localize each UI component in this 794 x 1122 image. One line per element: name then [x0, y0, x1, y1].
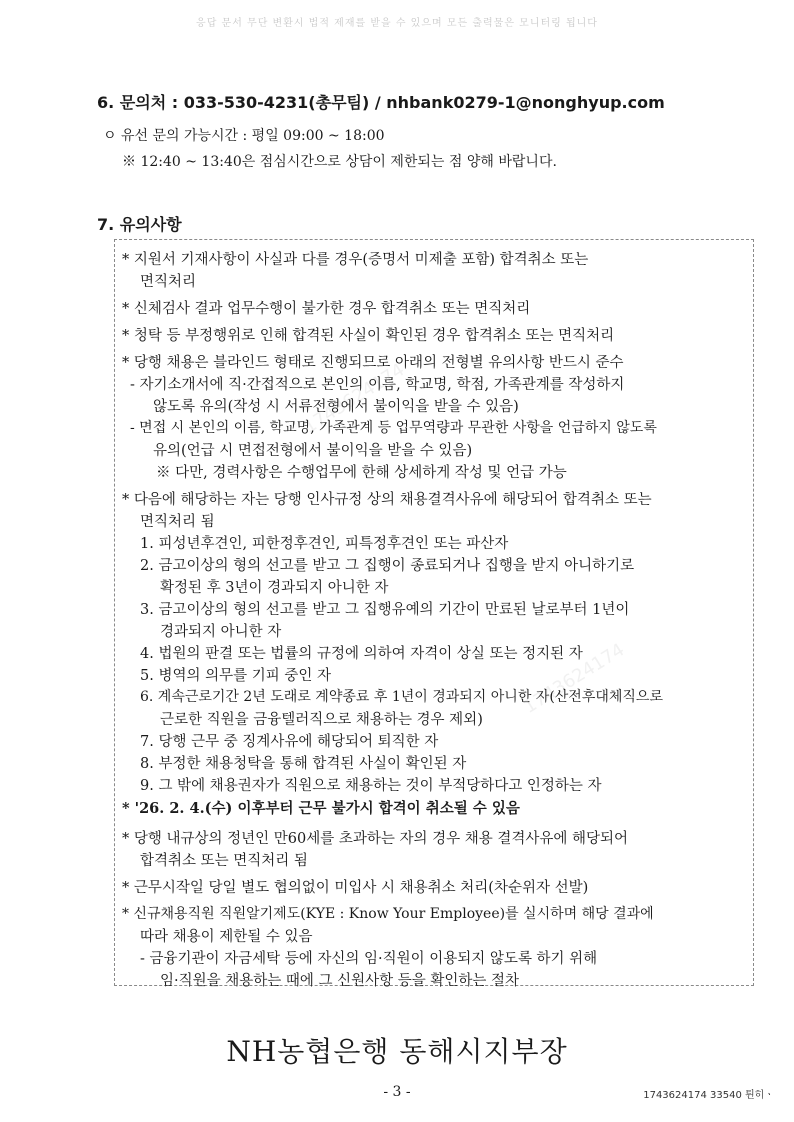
caution-line: 6. 계속근로기간 2년 도래로 계약종료 후 1년이 경과되지 아니한 자(산전후대체직으로 — [140, 689, 663, 705]
cautions-heading: 7. 유의사항 — [97, 215, 182, 234]
caution-line: - 자기소개서에 직·간접적으로 본인의 이름, 학교명, 학점, 가족관계를 작성하지 — [130, 377, 625, 393]
caution-line: * 당행 내규상의 정년인 만60세를 초과하는 자의 경우 채용 결격사유에 해당되어 — [122, 831, 629, 847]
page-number: - 3 - — [383, 1084, 411, 1100]
caution-line: 근로한 직원을 금융텔러직으로 채용하는 경우 제외) — [160, 712, 483, 728]
caution-line: 8. 부정한 채용청탁을 통해 합격된 사실이 확인된 자 — [140, 756, 467, 772]
caution-line: * 다음에 해당하는 자는 당행 인사규정 상의 채용결격사유에 해당되어 합격취소 또는 — [122, 492, 652, 508]
caution-line: 면직처리 됨 — [140, 514, 215, 530]
contact-heading: 6. 문의처 : 033-530-4231(총무팀) / nhbank0279-1@nonghyup.com — [97, 93, 665, 112]
contact-hours: ㅇ 유선 문의 가능시간 : 평일 09:00 ~ 18:00 — [103, 128, 385, 144]
caution-line: 임·직원을 채용하는 때에 그 신원사항 등을 확인하는 절차 — [160, 973, 520, 989]
watermark: 1743624174 — [300, 359, 409, 438]
caution-line: * 근무시작일 당일 별도 협의없이 미입사 시 채용취소 처리(차순위자 선발) — [122, 880, 589, 896]
caution-line: * 지원서 기재사항이 사실과 다를 경우(증명서 미제출 포함) 합격취소 또는 — [122, 252, 589, 268]
caution-line-emphasis: * '26. 2. 4.(수) 이후부터 근무 불가시 합격이 취소될 수 있음 — [122, 800, 520, 817]
caution-line: 5. 병역의 의무를 기피 중인 자 — [140, 668, 331, 684]
caution-line: ※ 다만, 경력사항은 수행업무에 한해 상세하게 작성 및 언급 가능 — [156, 465, 567, 481]
caution-line: 4. 법원의 판결 또는 법률의 규정에 의하여 자격이 상실 또는 정지된 자 — [140, 646, 583, 662]
caution-line: * 신체검사 결과 업무수행이 불가한 경우 합격취소 또는 면직처리 — [122, 301, 531, 317]
caution-line: 확정된 후 3년이 경과되지 아니한 자 — [160, 580, 389, 596]
contact-note: ※ 12:40 ~ 13:40은 점심시간으로 상담이 제한되는 점 양해 바랍니다. — [122, 154, 557, 170]
issuer-title: NH농협은행 동해시지부장 — [226, 1035, 568, 1068]
caution-line: * 신규채용직원 직원알기제도(KYE : Know Your Employee)를 실시하며 해당 결과에 — [122, 906, 654, 922]
caution-line: * 청탁 등 부정행위로 인해 합격된 사실이 확인된 경우 합격취소 또는 면직처리 — [122, 328, 615, 344]
caution-line: 3. 금고이상의 형의 선고를 받고 그 집행유예의 기간이 만료된 날로부터 1년이 — [140, 602, 630, 618]
caution-line: 면직처리 — [140, 274, 197, 290]
caution-line: - 면접 시 본인의 이름, 학교명, 가족관계 등 업무역량과 무관한 사항을 언급하지 않도록 — [130, 420, 657, 436]
caution-line: * 당행 채용은 블라인드 형태로 진행되므로 아래의 전형별 유의사항 반드시 준수 — [122, 355, 624, 371]
document-code: 1743624174 33540 튄히ㆍ — [643, 1090, 774, 1101]
caution-line: 합격취소 또는 면직처리 됨 — [140, 853, 308, 869]
caution-line: 2. 금고이상의 형의 선고를 받고 그 집행이 종료되거나 집행을 받지 아니하기로 — [140, 558, 635, 574]
caution-line: 유의(언급 시 면접전형에서 불이익을 받을 수 있음) — [153, 443, 473, 459]
caution-line: 경과되지 아니한 자 — [160, 624, 282, 640]
caution-line: 않도록 유의(작성 시 서류전형에서 불이익을 받을 수 있음) — [153, 399, 519, 415]
caution-line: 따라 채용이 제한될 수 있음 — [140, 929, 313, 945]
caution-line: - 금융기관이 자금세탁 등에 자신의 임·직원이 이용되지 않도록 하기 위해 — [140, 951, 598, 967]
caution-line: 7. 당행 근무 중 징계사유에 해당되어 퇴직한 자 — [140, 734, 439, 750]
caution-line: 1. 피성년후견인, 피한정후견인, 피특정후견인 또는 파산자 — [140, 536, 509, 552]
caution-line: 9. 그 밖에 채용권자가 직원으로 채용하는 것이 부적당하다고 인정하는 자 — [140, 778, 602, 794]
watermark: 1743624174 — [520, 639, 629, 718]
top-notice: 응답 문서 무단 변환시 법적 제재를 받을 수 있으며 모든 출력물은 모니터링 됩니다 — [196, 18, 598, 29]
